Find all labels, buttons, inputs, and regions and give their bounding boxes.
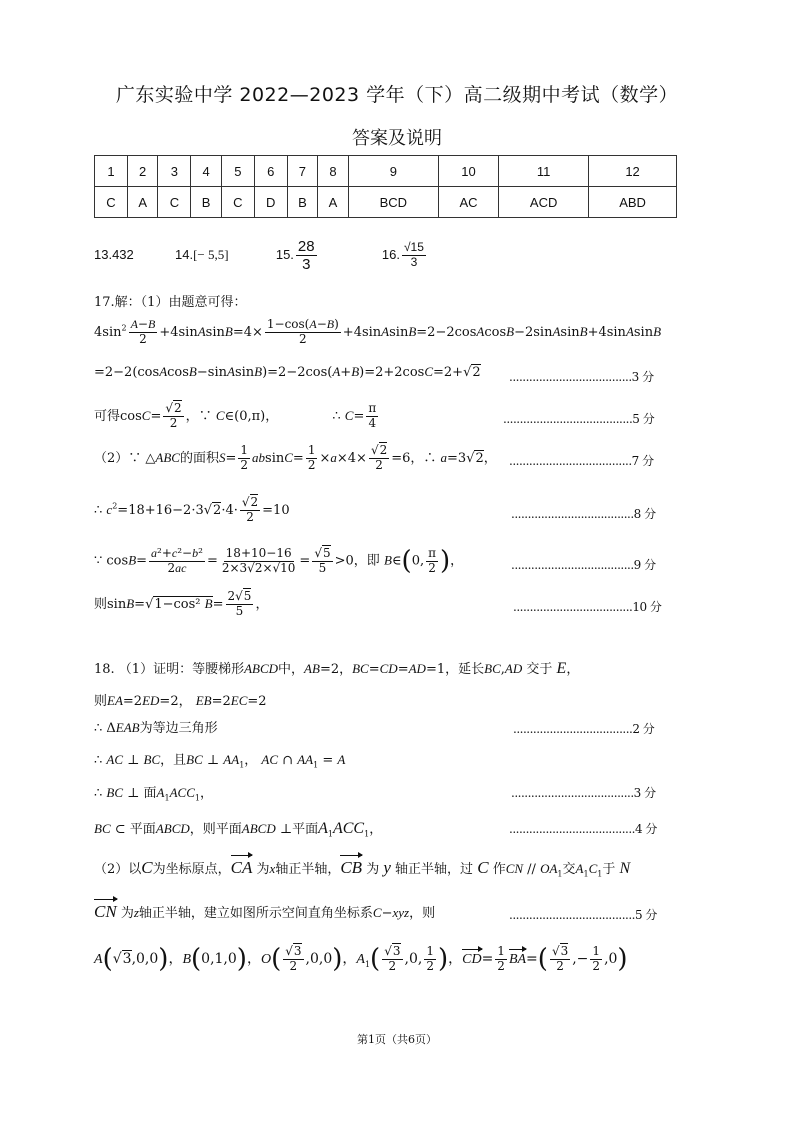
q16-answer: $\frac{√15}{3}$: [403, 240, 424, 270]
answer-cell: AC: [438, 187, 498, 218]
q17-line7: 则sinB=√1−cos² B= $\frac{2√5}{5}$ ，: [94, 589, 269, 618]
question-number-cell: 4: [191, 156, 222, 187]
page-footer: 第1页（共6页）: [357, 1033, 437, 1046]
q18-line6: BC ⊂ 平面ABCD，则平面ABCD ⊥平面$A_1ACC_1$，: [94, 820, 383, 839]
question-number-cell: 12: [589, 156, 677, 187]
q17-score-10: ....................................10 分: [513, 600, 662, 614]
answer-table: [94, 155, 677, 218]
q14-label: 14.: [175, 247, 194, 263]
q18-line7: （2）以C为坐标原点，CA 为x轴正半轴，CB 为 y 轴正半轴，过 C 作CN // $OA_1$交$A_1C_1$于 N: [94, 858, 631, 879]
question-number-cell: 2: [127, 156, 158, 187]
q18-line9: A(√3,0,0)，B(0,1,0)，O( $\frac{√3}{2}$ ,0,0)，$A_1$( $\frac{√3}{2}$ ,0, $\frac{1}{2}$ )，CD= $\frac{1}{2}$ BA=( $\frac{√3}{2}$ ,− $\frac{1}{2}$ ,0): [94, 943, 628, 974]
q18-score-5: ......................................5 分: [509, 908, 657, 922]
answer-cell: D: [254, 187, 287, 218]
answer-cell: A: [127, 187, 158, 218]
q18-line1: 18. （1）证明：等腰梯形ABCD中，AB=2，BC=CD=AD=1，延长BC,AD 交于 E，: [94, 660, 580, 677]
q17-line2: =2−2(cosAcosB−sinAsinB)=2−2cos(A+B)=2+2cosC=2+√2: [94, 364, 481, 380]
q18-line3: ∴ ΔEAB为等边三角形: [94, 720, 218, 736]
answer-table-numbers-row: [95, 156, 677, 187]
q18-score-3: .....................................3 分: [511, 786, 656, 800]
answer-cell: B: [191, 187, 222, 218]
page-subtitle: 答案及说明: [352, 128, 442, 149]
q17-line6: ∵ cosB= $\frac{\text{a²+c²−b²}}{2ac}$ = $\frac{18+10-16}{2\times 3√2\times√10}$ = $\frac{√5}{5}$ >0，即 B∈(0, $\frac{\pi}{2}$ )，: [94, 545, 464, 576]
answer-cell: ABD: [589, 187, 677, 218]
q17-score-5: .......................................5 分: [503, 412, 655, 426]
q18-line2: 则EA=2ED=2， EB=2EC=2: [94, 693, 267, 709]
q13-answer: 13.432: [94, 247, 134, 263]
q15-answer: $\frac{28}{3}$: [297, 238, 315, 274]
answer-cell: C: [95, 187, 128, 218]
answer-cell: C: [221, 187, 254, 218]
question-number-cell: 6: [254, 156, 287, 187]
q15-label: 15.: [275, 247, 294, 263]
answer-cell: B: [287, 187, 318, 218]
q17-score-7: .....................................7 分: [509, 454, 654, 468]
q17-score-8: .....................................8 分: [511, 507, 656, 521]
question-number-cell: 10: [438, 156, 498, 187]
q18-line8: CN 为z轴正半轴，建立如图所示空间直角坐标系C−xyz，则: [94, 902, 436, 921]
question-number-cell: 1: [95, 156, 128, 187]
q17-line5: ∴ $c^2=18+16-2\cdot 3√2\cdot 4\cdot$ $\frac{√2}{2}$ =10: [94, 495, 290, 524]
q17-intro: 17.解：（1）由题意可得：: [94, 295, 247, 310]
question-number-cell: 9: [348, 156, 438, 187]
question-number-cell: 5: [221, 156, 254, 187]
answer-table-answers-row: [95, 187, 677, 218]
q18-line5: ∴ BC ⊥ 面$A_1ACC_1$，: [94, 785, 213, 803]
question-number-cell: 3: [158, 156, 191, 187]
q18-score-2: ....................................2 分: [513, 722, 655, 736]
answer-cell: BCD: [348, 187, 438, 218]
question-number-cell: 11: [499, 156, 589, 187]
q17-line3: 可得cosC= $\frac{√2}{2}$ ，∵ C∈(0,π)， ∴ C= $\frac{\pi}{4}$: [94, 401, 377, 430]
answer-cell: ACD: [499, 187, 589, 218]
q17-line1: $4\sin^2$ $\frac{A-B}{2}$ +4sinAsinB=4× $\frac{1-\cos(A-B)}{2}$ +4sinAsinB=2−2cosAcosB−2sinAsinB+4sinAsinB: [94, 317, 662, 346]
question-number-cell: 7: [287, 156, 318, 187]
q18-score-4: ......................................4 分: [509, 822, 657, 836]
question-number-cell: 8: [318, 156, 349, 187]
q17-score-9: .....................................9 分: [511, 558, 656, 572]
q16-label: 16.: [381, 247, 400, 263]
answer-cell: A: [318, 187, 349, 218]
q17-score-3: .....................................3 分: [509, 370, 654, 384]
q14-answer: [− 5,5]: [193, 247, 229, 263]
page-title: 广东实验中学 2022—2023 学年（下）高二级期中考试（数学）: [115, 84, 679, 106]
fill-in-answers: [94, 238, 428, 274]
answer-cell: C: [158, 187, 191, 218]
q17-line4: （2）∵ △ABC的面积S= $\frac{1}{2}$ absinC= $\frac{1}{2}$ ×a×4× $\frac{√2}{2}$ =6，∴ a=3√2，: [94, 443, 497, 472]
q18-line4: ∴ AC ⊥ BC，且BC ⊥ $AA_1$， AC ∩ $AA_1 = A$: [94, 752, 346, 770]
